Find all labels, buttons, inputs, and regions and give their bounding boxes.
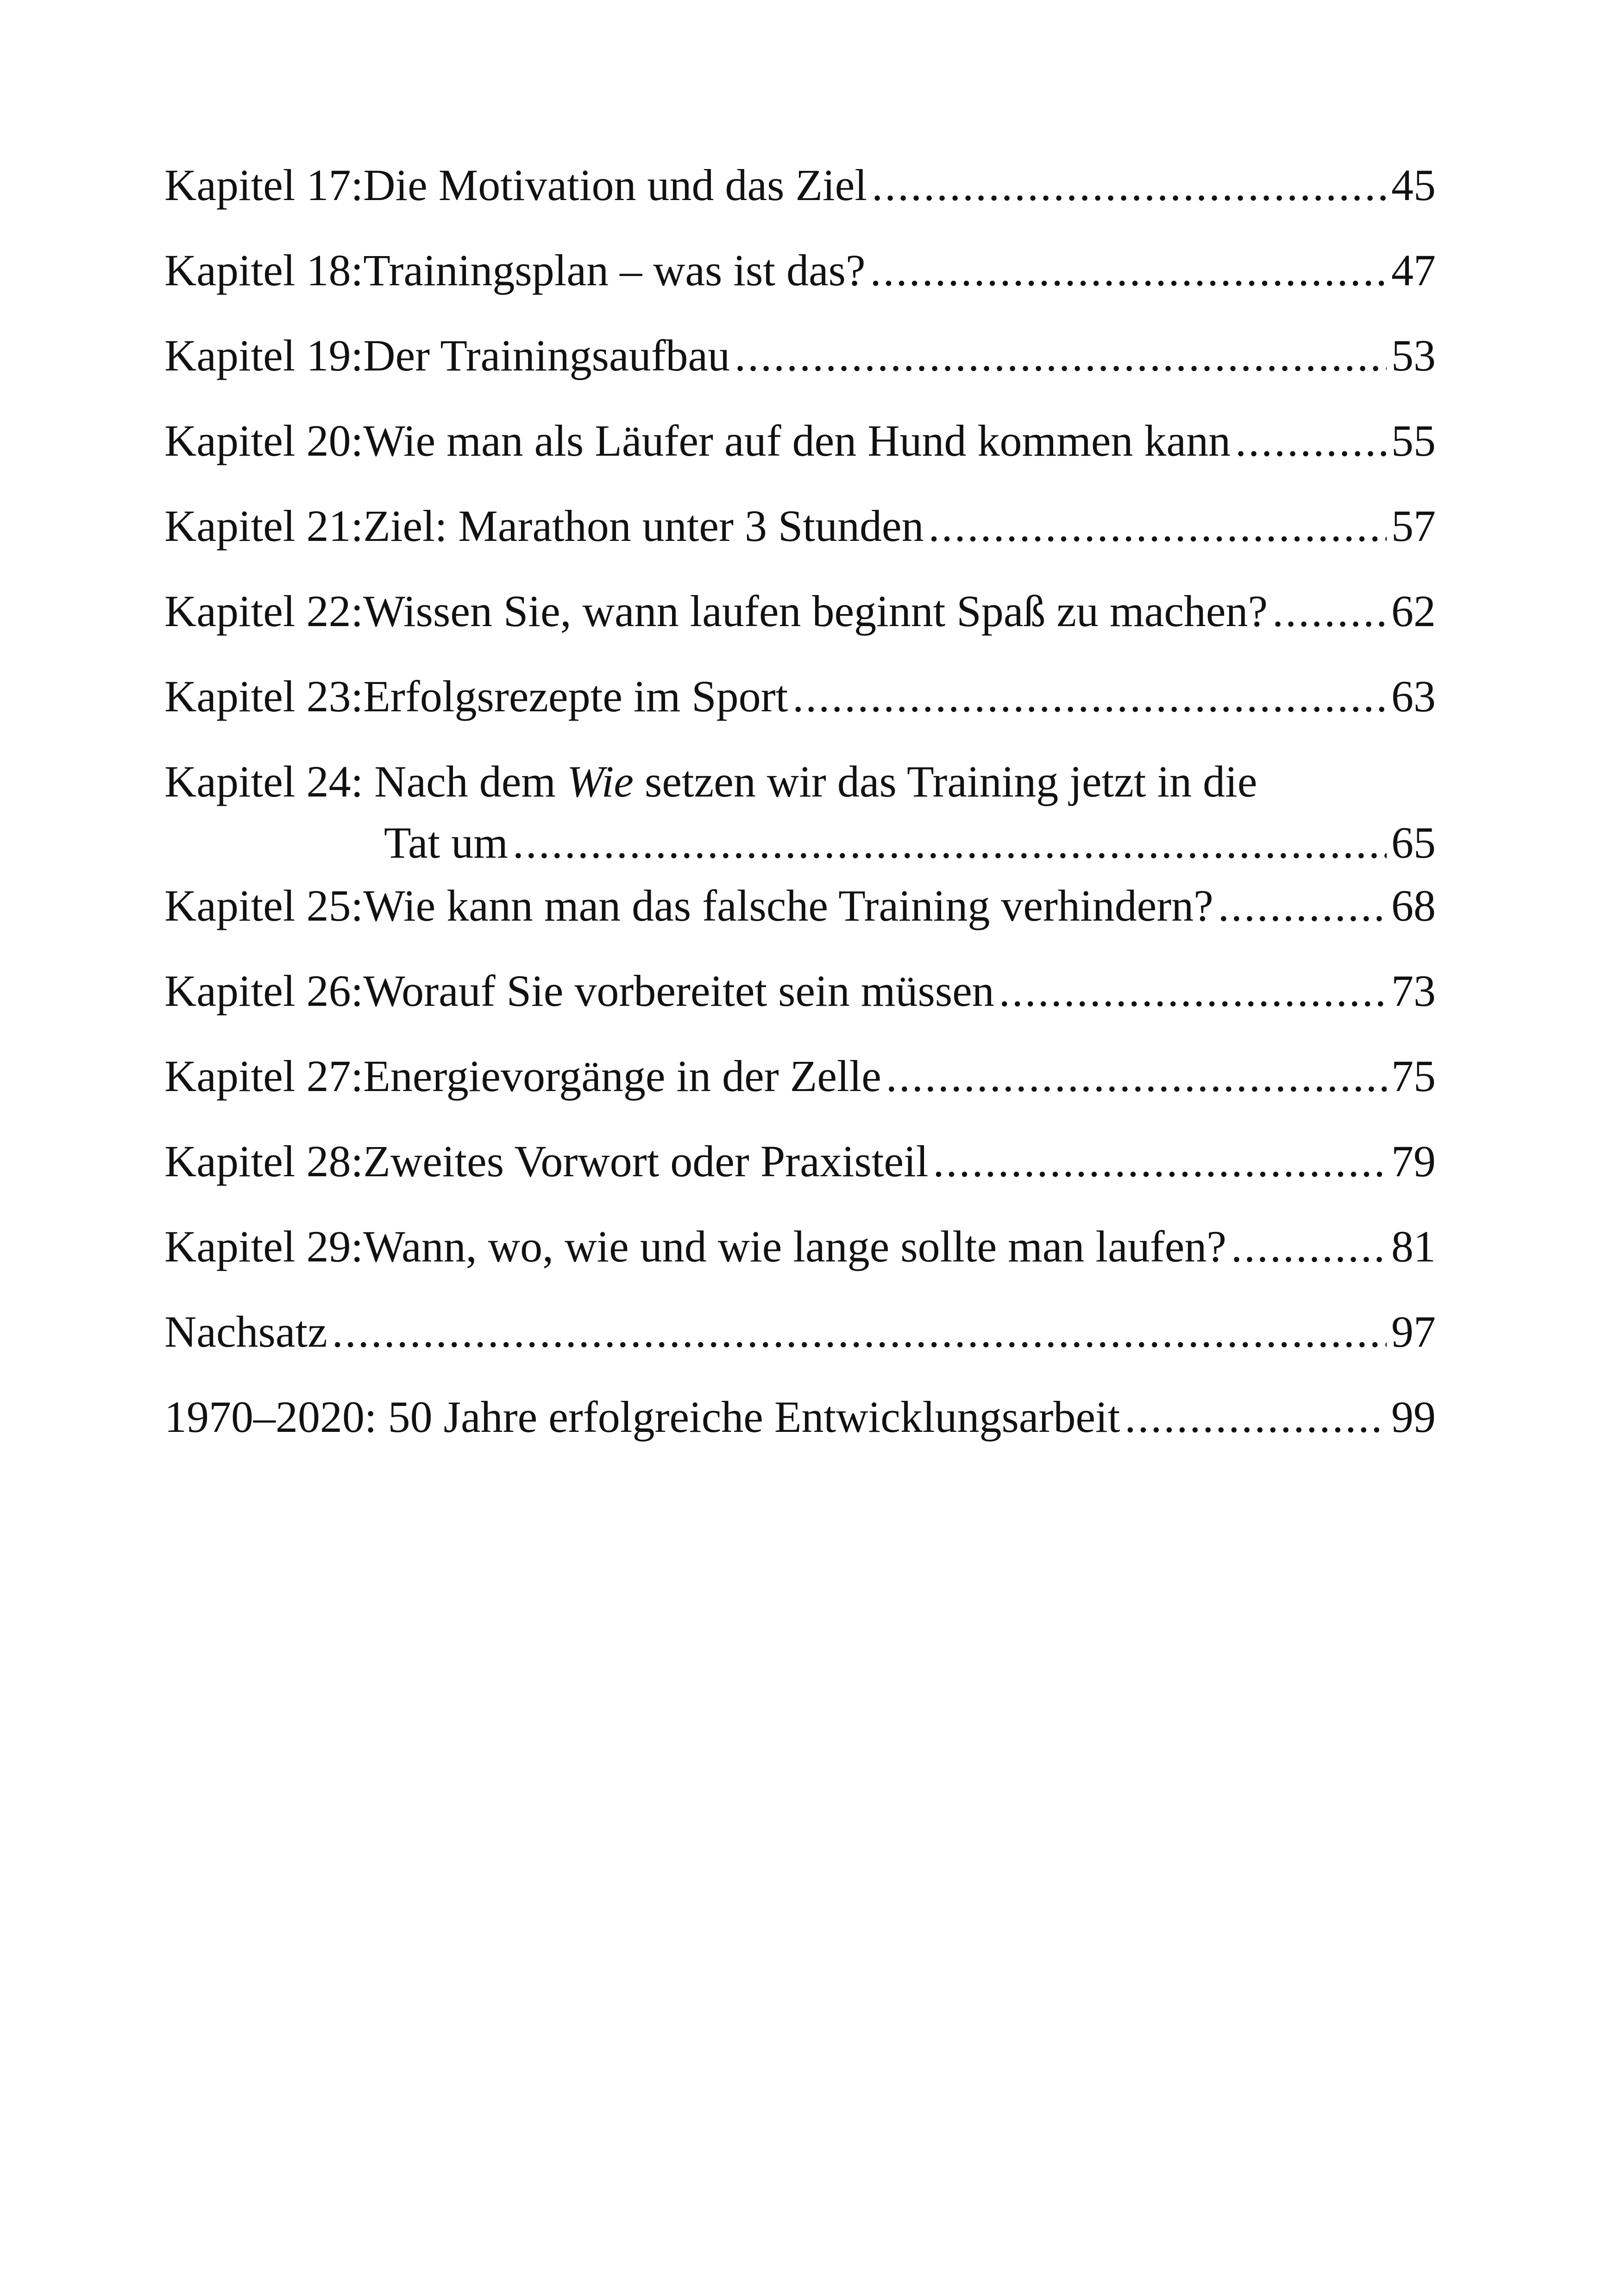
toc-entry-prefix: Kapitel 24: <box>164 757 375 806</box>
dot-leader <box>1235 413 1387 469</box>
toc-entry-kapitel-18[interactable] <box>164 243 1436 328</box>
toc-entry-kapitel-26[interactable] <box>164 963 1436 1048</box>
toc-entry-nachsatz[interactable] <box>164 1304 1436 1389</box>
toc-entry-kapitel-23[interactable] <box>164 669 1436 754</box>
toc-entry-title: Nachsatz <box>164 1307 327 1356</box>
toc-entry-page-number: 65 <box>1391 818 1436 867</box>
toc-entry-prefix: Kapitel 22: <box>164 586 364 636</box>
dot-leader <box>735 328 1387 383</box>
toc-entry-prefix: Kapitel 21: <box>164 501 364 551</box>
toc-entry-prefix: Kapitel 17: <box>164 160 364 210</box>
toc-entry-page-number: 68 <box>1391 881 1436 930</box>
toc-entry-title: Trainingsplan – was ist das? <box>363 245 866 295</box>
toc-entry-page-number: 97 <box>1391 1307 1436 1356</box>
toc-entry-title-continuation: Tat um <box>384 818 508 867</box>
toc-entry-kapitel-27[interactable] <box>164 1048 1436 1134</box>
toc-entry-prefix: Kapitel 18: <box>164 245 364 295</box>
toc-entry-page-number: 45 <box>1391 160 1436 210</box>
toc-entry-kapitel-21[interactable] <box>164 498 1436 583</box>
dot-leader <box>872 157 1387 213</box>
toc-entry-title: Energievorgänge in der Zelle <box>363 1051 881 1101</box>
toc-entry-prefix: Kapitel 29: <box>164 1222 364 1271</box>
toc-entry-title: Wissen Sie, wann laufen beginnt Spaß zu machen? <box>363 586 1268 636</box>
dot-leader <box>332 1304 1387 1360</box>
dot-leader <box>886 1048 1387 1104</box>
toc-entry-kapitel-20[interactable] <box>164 413 1436 498</box>
toc-entry-page-number: 62 <box>1391 586 1436 636</box>
dot-leader <box>1218 878 1387 934</box>
toc-entry-title: Wann, wo, wie und wie lange sollte man laufen? <box>363 1222 1226 1271</box>
dot-leader <box>1125 1389 1387 1445</box>
toc-entry-page-number: 81 <box>1391 1222 1436 1271</box>
toc-entry-prefix: Kapitel 26: <box>164 966 364 1016</box>
toc-entry-kapitel-28[interactable] <box>164 1134 1436 1219</box>
dot-leader <box>513 815 1387 871</box>
dot-leader <box>792 669 1387 724</box>
dot-leader <box>999 963 1387 1019</box>
toc-entry-entwicklungsarbeit[interactable] <box>164 1389 1436 1474</box>
toc-entry-prefix: Kapitel 20: <box>164 416 364 465</box>
toc-entry-page-number: 55 <box>1391 416 1436 465</box>
toc-entry-page-number: 75 <box>1391 1051 1436 1101</box>
toc-entry-title-part-a: Nach dem <box>374 757 567 806</box>
dot-leader <box>929 498 1387 554</box>
toc-entry-page-number: 99 <box>1391 1392 1436 1442</box>
toc-entry-title: Wie kann man das falsche Training verhindern? <box>363 881 1213 930</box>
toc-entry-title: Der Trainingsaufbau <box>363 331 730 380</box>
dot-leader <box>1231 1219 1387 1274</box>
dot-leader <box>933 1134 1387 1189</box>
toc-entry-title: 1970–2020: 50 Jahre erfolgreiche Entwicklungsarbeit <box>164 1392 1120 1442</box>
toc-entry-title: Die Motivation und das Ziel <box>363 160 867 210</box>
toc-entry-kapitel-25[interactable] <box>164 878 1436 963</box>
toc-entry-kapitel-17[interactable] <box>164 157 1436 243</box>
toc-entry-title: Worauf Sie vorbereitet sein müssen <box>363 966 994 1016</box>
toc-entry-title: Erfolgsrezepte im Sport <box>363 671 788 721</box>
toc-entry-prefix: Kapitel 23: <box>164 671 364 721</box>
toc-entry-page-number: 79 <box>1391 1136 1436 1186</box>
toc-entry-page-number: 57 <box>1391 501 1436 551</box>
toc-entry-kapitel-29[interactable] <box>164 1219 1436 1304</box>
table-of-contents <box>164 157 1436 1474</box>
toc-entry-prefix: Kapitel 28: <box>164 1136 364 1186</box>
toc-entry-kapitel-22[interactable] <box>164 583 1436 669</box>
toc-entry-page-number: 47 <box>1391 245 1436 295</box>
toc-entry-title: Ziel: Marathon unter 3 Stunden <box>363 501 924 551</box>
toc-entry-prefix: Kapitel 25: <box>164 881 364 930</box>
toc-entry-kapitel-19[interactable] <box>164 328 1436 413</box>
toc-entry-page-number: 73 <box>1391 966 1436 1016</box>
toc-entry-title-part-b: setzen wir das Training jetzt in die <box>634 757 1257 806</box>
toc-entry-page-number: 53 <box>1391 331 1436 380</box>
dot-leader <box>1272 583 1387 639</box>
toc-entry-prefix: Kapitel 19: <box>164 331 364 380</box>
toc-entry-title-italic: Wie <box>567 757 634 806</box>
toc-entry-page-number: 63 <box>1391 671 1436 721</box>
toc-entry-prefix: Kapitel 27: <box>164 1051 364 1101</box>
toc-entry-kapitel-24[interactable] <box>164 754 1436 878</box>
toc-entry-title: Zweites Vorwort oder Praxisteil <box>363 1136 929 1186</box>
toc-entry-title: Wie man als Läufer auf den Hund kommen kann <box>363 416 1231 465</box>
dot-leader <box>870 243 1387 298</box>
